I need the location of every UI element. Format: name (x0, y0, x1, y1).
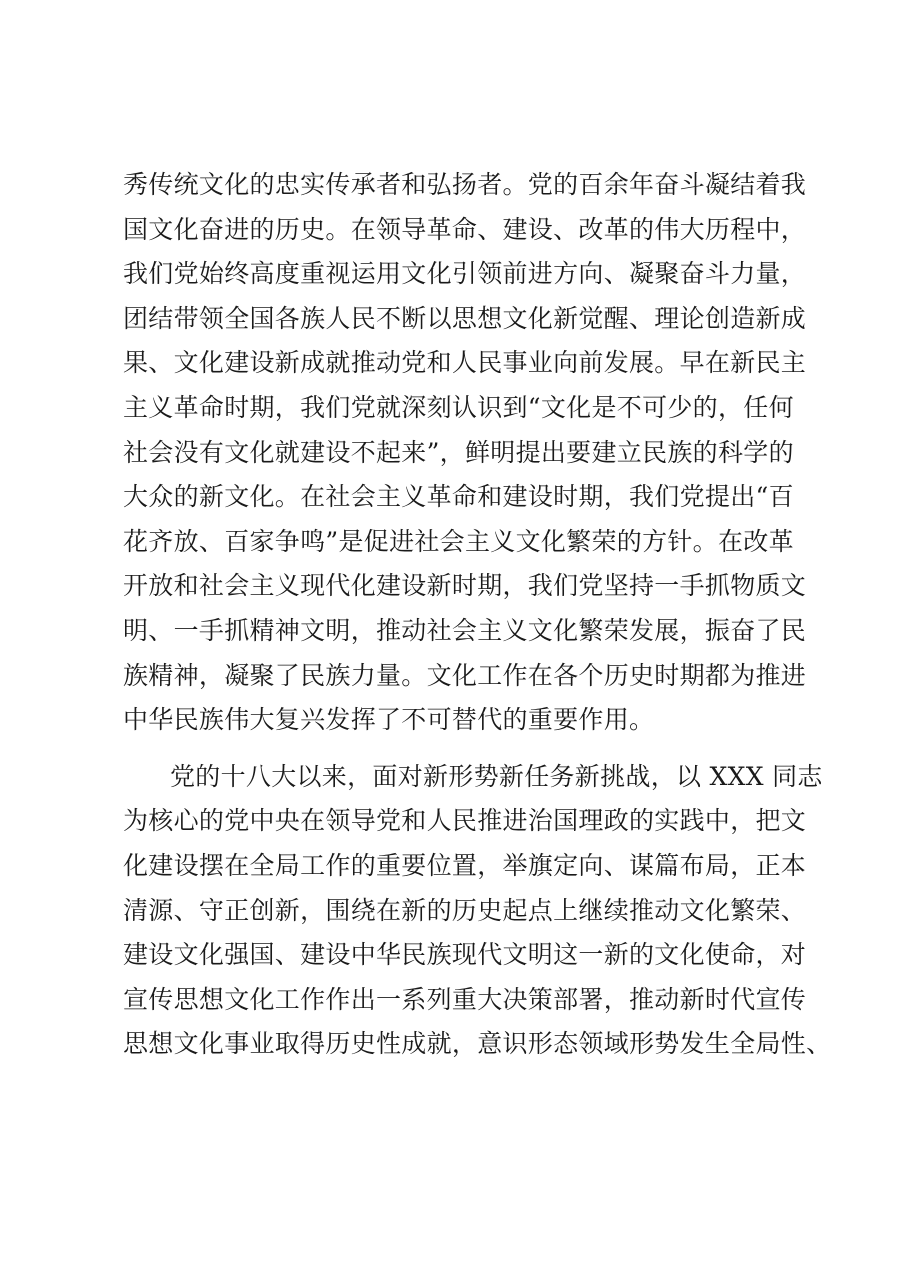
paragraph-line: 团结带领全国各族人民不断以思想文化新觉醒、理论创造新成 (123, 303, 807, 333)
paragraph-line: 明、一手抓精神文明，推动社会主义文化繁荣发展，振奋了民 (123, 615, 807, 645)
paragraph-line: 花齐放、百家争鸣”是促进社会主义文化繁荣的方针。在改革 (123, 526, 794, 556)
paragraph-line: 思想文化事业取得历史性成就，意识形态领域形势发生全局性、 (123, 1029, 832, 1059)
paragraph-2 (123, 755, 832, 1067)
paragraph-line: 宣传思想文化工作作出一系列重大决策部署，推动新时代宣传 (123, 984, 807, 1014)
paragraph-line: 果、文化建设新成就推动党和人民事业向前发展。早在新民主 (123, 348, 807, 378)
paragraph-line: 清源、守正创新，围绕在新的历史起点上继续推动文化繁荣、 (123, 895, 807, 925)
paragraph-1 (123, 163, 823, 743)
paragraph-line: 中华民族伟大复兴发挥了不可替代的重要作用。 (123, 705, 655, 735)
paragraph-line: 开放和社会主义现代化建设新时期，我们党坚持一手抓物质文 (123, 571, 807, 601)
paragraph-line: 化建设摆在全局工作的重要位置，举旗定向、谋篇布局，正本 (123, 850, 807, 880)
paragraph-line: 主义革命时期，我们党就深刻认识到“文化是不可少的，任何 (123, 392, 794, 422)
paragraph-line: 建设文化强国、建设中华民族现代文明这一新的文化使命，对 (123, 940, 807, 970)
paragraph-line: 大众的新文化。在社会主义革命和建设时期，我们党提出“百 (123, 482, 794, 512)
paragraph-spacing (123, 743, 823, 755)
paragraph-line: 秀传统文化的忠实传承者和弘扬者。党的百余年奋斗凝结着我 (123, 170, 807, 199)
paragraph-line: 为核心的党中央在领导党和人民推进治国理政的实践中，把文 (123, 806, 807, 836)
paragraph-line: 我们党始终高度重视运用文化引领前进方向、凝聚奋斗力量， (123, 259, 807, 289)
paragraph-first-line: 党的十八大以来，面对新形势新任务新挑战，以 XXX 同志 (170, 761, 823, 791)
document-body (123, 163, 832, 1067)
paragraph-line: 族精神，凝聚了民族力量。文化工作在各个历史时期都为推进 (123, 660, 807, 690)
paragraph-line: 社会没有文化就建设不起来”，鲜明提出要建立民族的科学的 (123, 437, 794, 467)
paragraph-line: 国文化奋进的历史。在领导革命、建设、改革的伟大历程中， (123, 214, 807, 244)
